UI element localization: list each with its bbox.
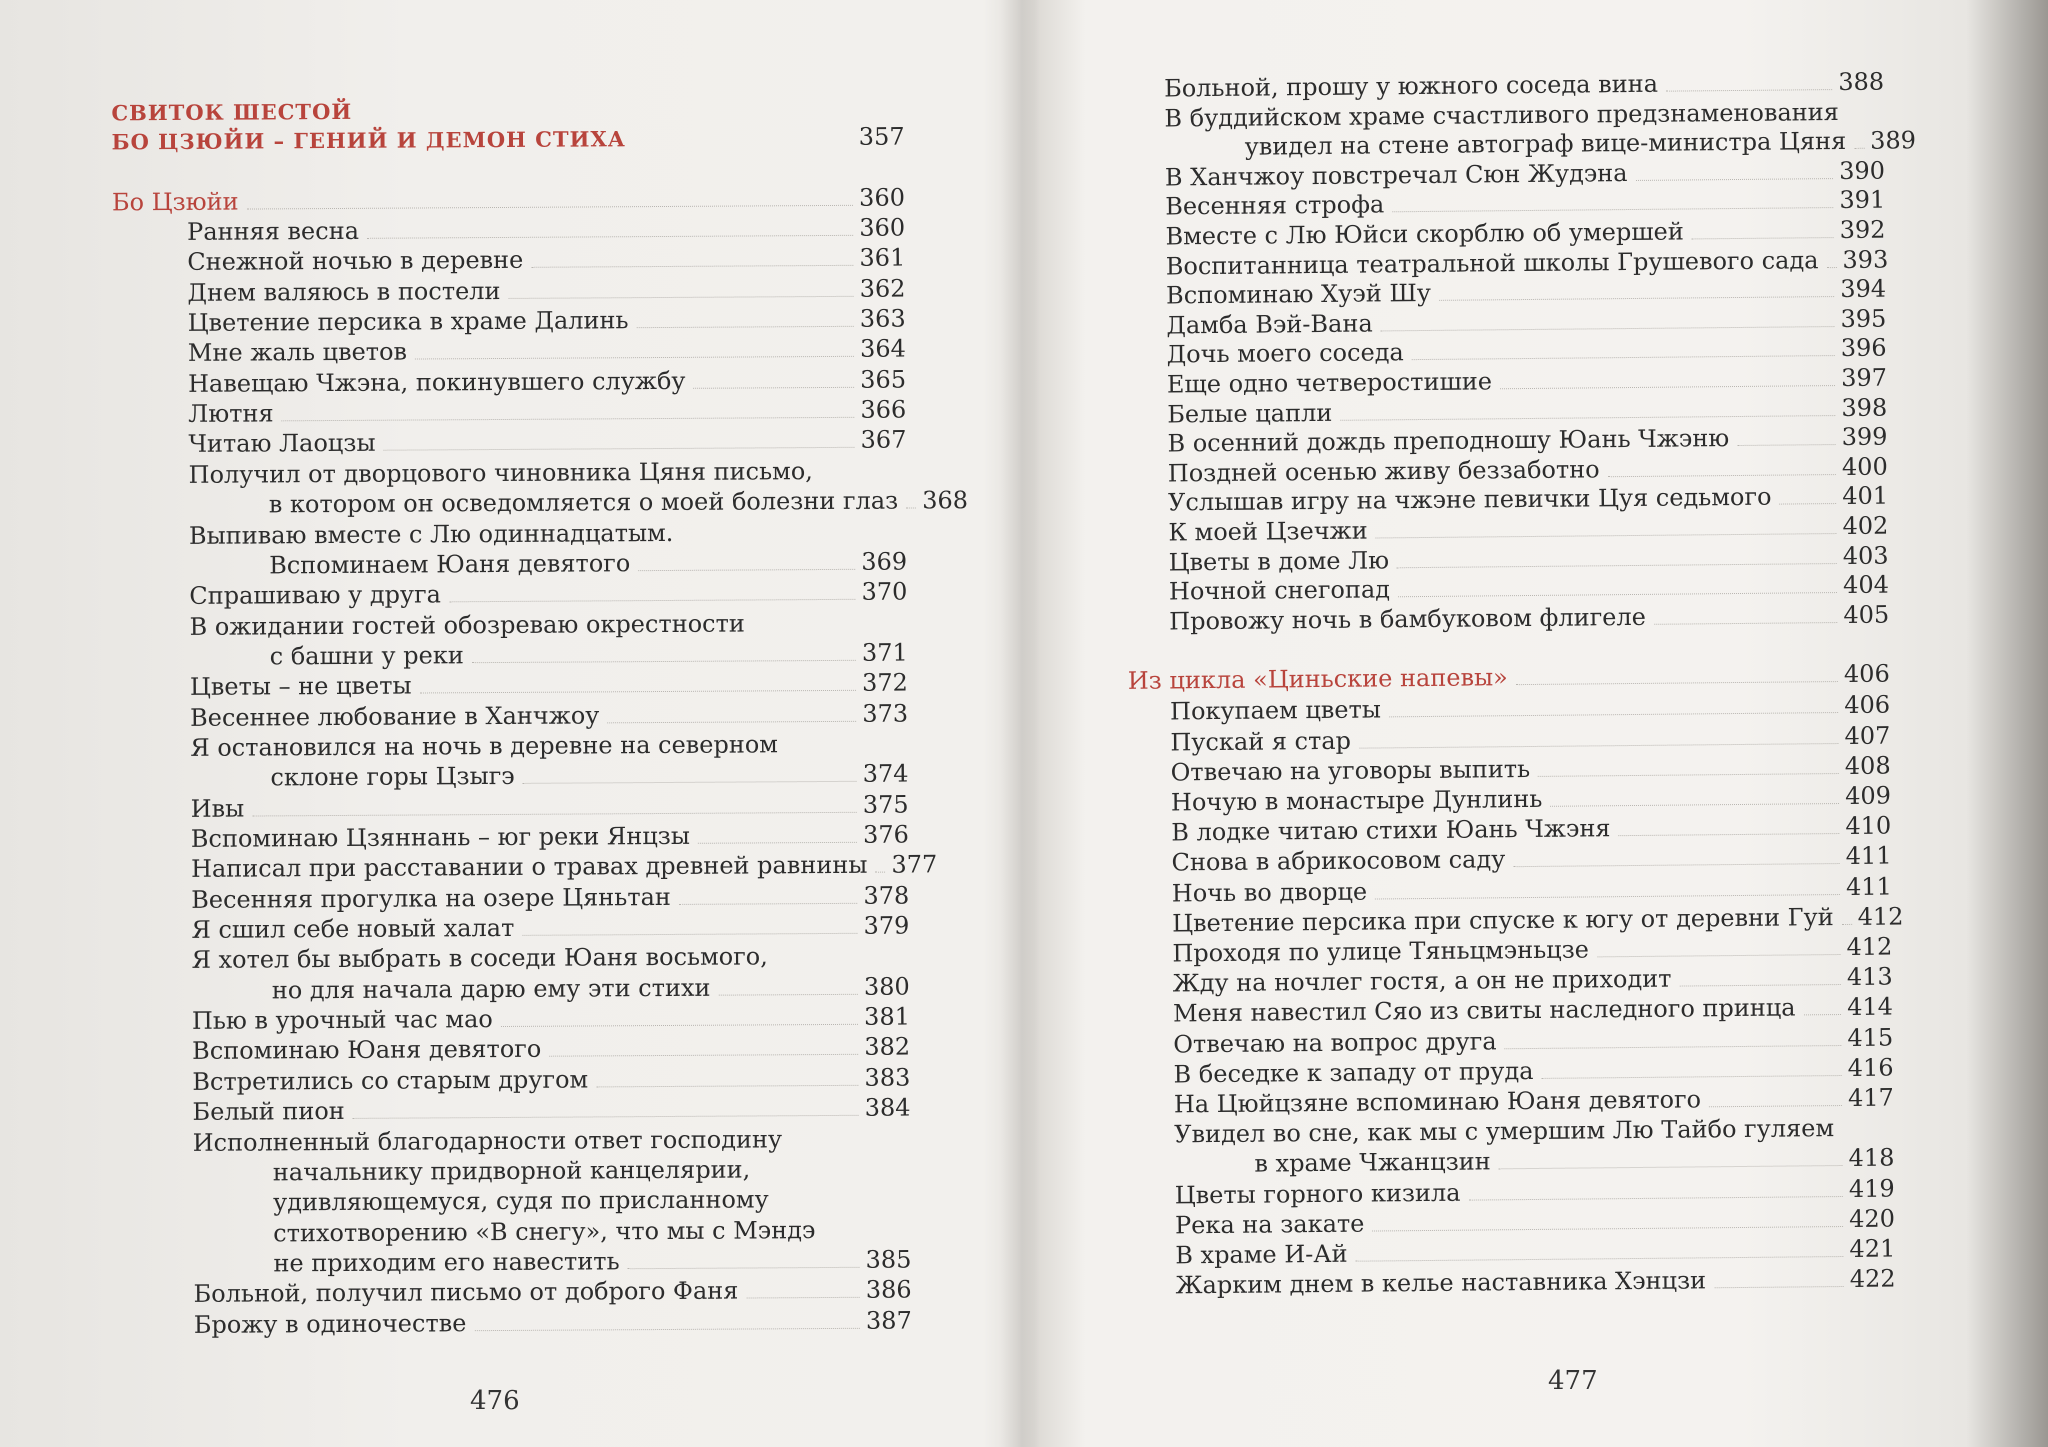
toc-entry [190,698,908,732]
leader-dots [1804,1014,1842,1015]
leader-dots [1542,1075,1842,1079]
leader-dots [1619,833,1840,836]
section-title: Бо Цзюйи [111,187,239,217]
toc-entry-title: К моей Цзечжи [1168,516,1368,547]
toc-entry-page: 365 [860,365,907,394]
toc-entry [187,273,905,307]
toc-entry-title: Ранняя весна [187,216,360,246]
toc-entry-page: 367 [860,425,907,455]
leader-dots [1516,681,1838,685]
toc-entry-title-line: Я остановился на ночь в деревне на северном [190,730,779,762]
toc-entry [191,880,909,914]
toc-entry-page: 411 [1845,872,1892,901]
leader-dots [523,781,857,784]
leader-dots [1692,237,1834,239]
toc-entry [191,789,909,823]
leader-dots [1538,773,1839,777]
leader-dots [1439,296,1834,301]
toc-entry-page: 412 [1846,932,1893,961]
leader-dots [1356,1256,1844,1262]
leader-dots [472,660,856,663]
toc-entry-title: Цветение персика при спуске к югу от деревни Гуй [1171,902,1834,938]
toc-entry-title: Читаю Лаоцзы [188,429,376,459]
toc-entry-title: с башни у реки [269,641,464,671]
toc-entry-title: Пускай я стар [1170,726,1352,757]
toc-entry-page: 412 [1857,902,1904,931]
toc-entry-page: 361 [859,243,906,273]
toc-entry-title: Жарким днем в келье наставника Хэнцзи [1175,1266,1707,1300]
toc-entry-title: Дочь моего соседа [1166,338,1404,369]
toc-entry-title-line: Я хотел бы выбрать в соседи Юаня восьмого, [191,942,768,975]
toc-entry-title-line: В ожидании гостей обозреваю окрестности [189,609,745,641]
leader-dots [420,690,857,694]
leader-dots [522,933,857,936]
toc-entry [189,577,907,611]
toc-entry-title: В лодке читаю стихи Юань Чжэня [1171,814,1611,847]
leader-dots [252,811,857,816]
leader-dots [719,994,858,996]
toc-entry [190,850,938,884]
toc-entry-page: 404 [1842,570,1890,600]
toc-entry [194,1275,912,1309]
toc-entry-page: 383 [864,1063,911,1092]
toc-entry-title: Проходя по улице Тяньцмэньцзе [1172,935,1590,968]
leader-dots [1340,415,1835,421]
toc-entry-title: не приходим его навестить [273,1247,620,1278]
toc-entry-title: Дамба Вэй-Вана [1166,309,1373,340]
toc-entry-title: Весенняя прогулка на озере Цяньтан [191,882,671,914]
toc-entry-page: 386 [865,1275,912,1305]
leader-dots [531,265,853,268]
leader-dots [474,1327,860,1330]
toc-entry-title: Еще одно четверостишие [1166,367,1493,399]
toc-entry-title: Написал при расставании о травах древней равнины [190,851,868,884]
toc-entry-page: 376 [862,820,909,849]
toc-entry-page: 410 [1845,811,1892,841]
toc-entry-title: Ночной снегопад [1168,575,1391,606]
leader-dots [698,842,857,844]
leader-dots [1714,1286,1844,1288]
toc-entry-page: 385 [865,1245,912,1274]
toc-entry-page: 401 [1842,481,1889,511]
left-toc [0,0,1006,1339]
toc-entry-page: 414 [1847,992,1894,1022]
toc-entry [190,668,908,702]
leader-dots [1505,1045,1842,1049]
toc-entry-title: в храме Чжанцзин [1254,1147,1491,1179]
toc-entry-page: 391 [1839,185,1886,215]
toc-entry [269,546,907,580]
leader-dots [694,387,855,389]
leader-dots [549,1054,858,1057]
toc-entry-page: 374 [862,759,909,789]
toc-entry-page: 399 [1841,422,1888,452]
toc-entry-title: Снова в абрикосовом саду [1171,845,1506,877]
toc-entry-title: Днем валяюсь в постели [187,276,501,307]
toc-entry-title: Белый пион [192,1097,345,1127]
toc-entry-page: 406 [1844,690,1891,720]
leader-dots [1854,148,1864,149]
toc-entry-title: Цветы горного кизила [1174,1178,1461,1210]
toc-entry-title: Ночь во дворце [1171,877,1368,908]
toc-entry [187,213,905,247]
toc-entry-page: 382 [864,1032,911,1062]
toc-entry-title: в котором он осведомляется о моей болезни глаз [268,486,899,519]
leader-dots [1397,563,1837,568]
leader-dots [1780,503,1837,505]
toc-entry-page: 387 [865,1306,912,1335]
toc-entry-page: 388 [1838,67,1885,97]
section-title: Из цикла «Циньские напевы» [1127,663,1508,696]
leader-dots [875,872,885,873]
toc-entry [188,395,906,429]
toc-entry-title: Пью в урочный час мао [191,1005,493,1035]
toc-entry-title: Отвечаю на уговоры выпить [1170,754,1531,787]
toc-entry-title: Ночую в монастыре Дунлинь [1170,784,1543,817]
toc-entry [1169,599,1889,636]
toc-entry-title-line: стихотворению «В снегу», что мы с Мэндэ [273,1215,816,1247]
toc-entry-title: Вместе с Лю Юйси скорблю об умершей [1165,217,1684,251]
toc-entry-title: В беседке к западу от пруда [1173,1056,1534,1089]
leader-dots [746,1297,859,1299]
leader-dots [1359,743,1839,749]
leader-dots [1499,1165,1843,1169]
toc-entry-title: Вспоминаю Цзяннань – юг реки Янцзы [190,821,691,853]
toc-entry-page: 397 [1840,363,1888,392]
toc-entry-page: 390 [1838,156,1886,185]
toc-entry [191,820,909,854]
leader-dots [637,326,854,328]
leader-dots [384,447,855,451]
toc-entry-page: 378 [863,881,910,910]
toc-entry-title: Цветы в доме Лю [1168,545,1390,577]
toc-entry-title: Цветение персика в храме Далинь [187,306,629,337]
toc-entry-title-line: начальнику придворной канцелярии, [272,1155,751,1187]
toc-entry-title: Весенняя строфа [1165,190,1385,221]
toc-entry-page: 418 [1848,1143,1895,1173]
toc-entry-title: Брожу в одиночестве [193,1308,467,1339]
toc-entry-page: 371 [861,638,908,667]
toc-entry-page: 380 [863,972,910,1001]
toc-entry [187,243,905,277]
toc-entry-title: Жду на ночлег гостя, а он не приходит [1172,964,1672,998]
toc-entry [272,971,910,1005]
toc-entry-page: 394 [1840,274,1887,304]
toc-entry-page: 379 [863,911,910,940]
leader-dots [1389,712,1838,717]
leader-dots [596,1085,858,1088]
toc-entry-page: 422 [1849,1264,1896,1294]
toc-entry [188,364,906,398]
leader-dots [353,1115,859,1119]
toc-entry-page: 413 [1846,962,1893,992]
toc-entry-page: 368 [922,486,969,515]
toc-entry-title: Мне жаль цветов [187,337,408,368]
left-page [0,0,1010,1447]
leader-dots [906,508,916,509]
toc-entry-title-line: Исполненный благодарности ответ господину [192,1124,783,1157]
section-page: 360 [859,183,906,212]
toc-entry-page: 396 [1840,333,1887,363]
toc-entry [1175,1264,1895,1301]
leader-dots [1827,267,1837,268]
toc-entry-page: 420 [1849,1204,1896,1233]
toc-entry-title: Вспоминаем Юаня девятого [269,549,631,580]
leader-dots [282,417,855,421]
toc-entry-page: 375 [862,790,909,819]
toc-entry-title: Встретились со старым другом [192,1065,589,1096]
leader-dots [1500,385,1835,389]
toc-entry-title: Услышав игру на чжэне певички Цуя седьмого [1167,483,1772,517]
toc-entry-title: Цветы – не цветы [189,671,412,702]
leader-dots [1398,592,1837,597]
toc-entry-page: 392 [1839,215,1886,245]
toc-entry-page: 415 [1847,1023,1894,1052]
toc-entry-page: 372 [862,668,908,698]
toc-entry-title: Река на закате [1174,1209,1365,1240]
toc-entry [194,1305,912,1339]
toc-entry-page: 419 [1848,1174,1895,1203]
leader-dots [1608,474,1836,477]
toc-entry-page: 395 [1840,304,1887,333]
scroll-heading-line1: СВИТОК ШЕСТОЙ [111,98,353,126]
leader-dots [1842,924,1852,925]
toc-entry-page: 409 [1844,781,1892,810]
toc-entry [192,1002,910,1036]
leader-dots [1666,89,1832,92]
leader-dots [1709,1105,1842,1107]
toc-entry-title: Провожу ночь в бамбуковом флигеле [1169,602,1646,636]
toc-entry [270,759,908,793]
toc-entry-page: 384 [864,1093,911,1122]
leader-dots [1375,894,1840,899]
toc-entry-page: 416 [1847,1053,1894,1082]
toc-entry-title: В храме И-Ай [1175,1239,1348,1270]
toc-entry-page: 363 [859,304,906,333]
toc-entry [188,334,906,368]
toc-entry-title-line: Увидел во сне, как мы с умершим Лю Тайбо гуляем [1174,1114,1835,1149]
toc-entry-page: 381 [864,1002,911,1031]
leader-dots [1513,863,1839,867]
toc-entry-title: Меня навестил Сяо из свиты наследного принца [1172,993,1796,1028]
toc-entry-title: В Ханчжоу повстречал Сюн Жудэна [1164,158,1628,192]
leader-dots [638,569,855,571]
leader-dots [501,1024,858,1027]
leader-dots [1381,326,1835,331]
toc-entry-page: 364 [859,334,906,364]
leader-dots [509,296,854,299]
toc-entry-page: 405 [1843,600,1890,629]
toc-entry-title: Покупаем цветы [1169,695,1382,726]
scroll-heading-page: 357 [858,122,905,151]
toc-entry-page: 393 [1842,245,1889,274]
leader-dots [1373,1226,1844,1232]
section-bo-row [112,183,905,218]
toc-entry-page: 360 [859,213,906,242]
leader-dots [1636,178,1834,181]
leader-dots [247,205,854,210]
leader-dots [628,1267,860,1269]
toc-entry-title-line: Выпиваю вместе с Лю одиннадцатым. [188,518,674,550]
leader-dots [1597,954,1841,957]
toc-entry-page: 403 [1842,541,1889,570]
toc-entry [270,637,908,671]
toc-entry-title: В осенний дождь преподношу Юань Чжэню [1167,424,1730,458]
leader-dots [679,903,858,905]
toc-entry-page: 407 [1844,721,1891,750]
toc-entry-title: Отвечаю на вопрос друга [1173,1026,1497,1059]
toc-entry-page: 370 [861,577,908,606]
leader-dots [634,144,853,146]
toc-entry-title: склоне горы Цзыгэ [270,762,515,792]
toc-entry-page: 398 [1841,393,1888,422]
leader-dots [415,356,854,360]
toc-entry-title-line: В буддийском храме счастливого предзнаменования [1164,97,1839,133]
toc-entry [191,911,909,945]
toc-entry-title: Больной, прошу у южного соседа вина [1163,69,1659,103]
right-toc [1023,0,2041,1300]
toc-entry [192,1062,910,1096]
toc-entry-page: 411 [1845,841,1892,871]
toc-entry-title: Вспоминаю Хуэй Шу [1165,279,1432,310]
toc-entry-title-line: удивляющемуся, судя по присланному [272,1185,769,1217]
toc-entry [192,1093,910,1127]
toc-entry-page: 389 [1870,126,1917,155]
toc-entry-title: Снежной ночью в деревне [187,246,524,277]
toc-entry [192,1032,910,1066]
leader-dots [607,720,856,723]
leader-dots [1392,207,1833,212]
toc-entry-title: Лютня [188,399,274,428]
toc-entry-title: Спрашиваю у друга [189,580,442,611]
leader-dots [1550,803,1839,807]
toc-entry-title: Вспоминаю Юаня девятого [192,1035,542,1066]
leader-dots [1680,984,1841,987]
toc-entry [268,486,969,520]
page-number-left: 476 [470,1386,520,1416]
toc-entry-page: 373 [862,699,909,728]
scroll-heading-line2: БО ЦЗЮЙИ – ГЕНИЙ И ДЕМОН СТИХА [111,126,626,155]
toc-entry-title: Больной, получил письмо от доброго Фаня [193,1276,739,1309]
page-number-right: 477 [1548,1366,1598,1396]
toc-entry-title: Белые цапли [1167,398,1333,429]
leader-dots [1737,444,1836,446]
leader-dots [367,235,853,239]
toc-entry-title: но для начала дарю ему эти стихи [271,973,711,1005]
leader-dots [1412,355,1835,360]
toc-entry-page: 369 [861,547,908,576]
toc-entry-page: 362 [859,274,906,303]
toc-entry-title: Ивы [190,794,245,823]
toc-entry-page: 400 [1841,452,1888,481]
leader-dots [1376,533,1837,538]
toc-entry-title: Воспитанница театральной школы Грушевого сада [1165,245,1819,281]
toc-entry-title: Весеннее любование в Ханчжоу [190,700,600,732]
toc-entry-page: 377 [891,850,938,879]
toc-entry-page: 366 [860,395,907,424]
scroll-heading-line2-row [111,122,904,157]
leader-dots [1654,622,1838,625]
toc-entry [273,1244,911,1278]
leader-dots [1469,1196,1843,1201]
toc-entry-page: 417 [1847,1083,1894,1112]
toc-entry-title: Я сшил себе новый халат [191,913,515,944]
right-page [1030,0,2048,1447]
section-page: 406 [1843,659,1890,689]
leader-dots [449,599,856,602]
toc-entry-page: 408 [1844,751,1891,780]
toc-entry [188,425,906,459]
toc-entry-title: увидел на стене автограф вице-министра Цяня [1244,127,1847,161]
toc-entry-page: 402 [1842,511,1889,540]
toc-entry-title-line: Получил от дворцового чиновника Цяня письмо, [188,456,813,489]
toc-entry-title: Поздней осенью живу беззаботно [1167,455,1600,488]
toc-entry-title: На Цюйцзяне вспоминаю Юаня девятого [1173,1085,1702,1119]
toc-entry-title: Навещаю Чжэна, покинувшего службу [187,366,686,398]
toc-entry-page: 421 [1849,1234,1896,1263]
toc-entry [188,304,906,338]
